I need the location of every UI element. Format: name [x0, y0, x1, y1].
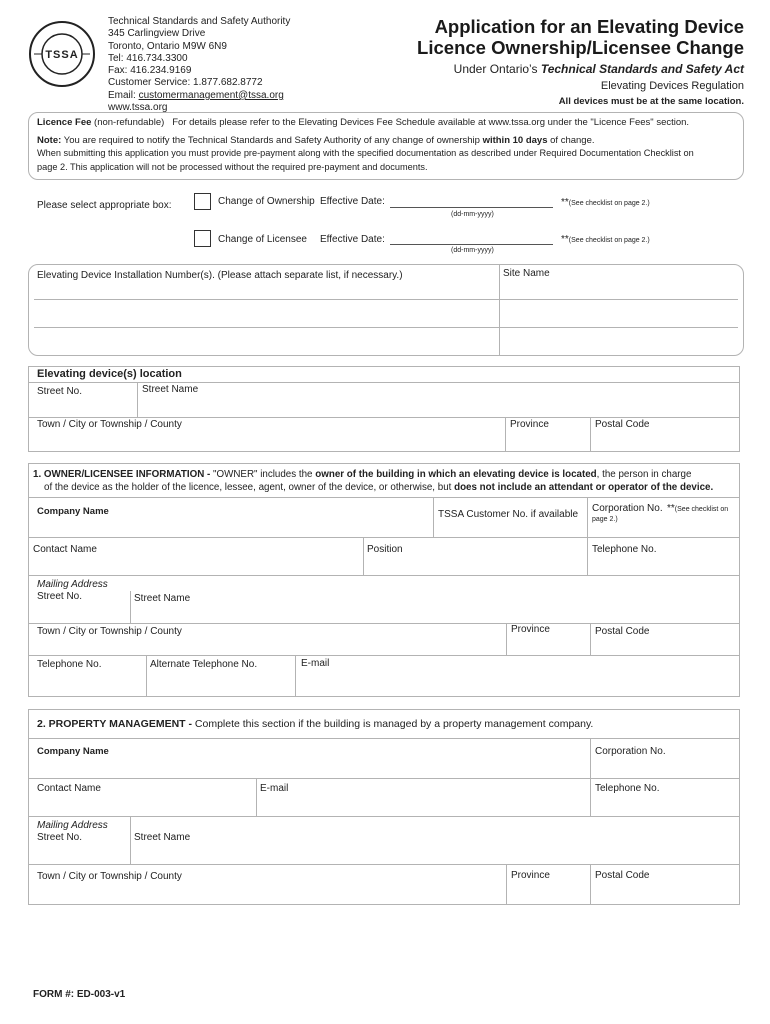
tel: Tel: 416.734.3300: [108, 52, 188, 64]
property-contact-name[interactable]: Contact Name: [37, 783, 101, 794]
owner-company-name[interactable]: Company Name: [37, 506, 109, 517]
property-street-no[interactable]: Street No.: [37, 832, 83, 843]
owner-divider-13: [146, 655, 147, 697]
same-location-note: All devices must be at the same location.: [558, 96, 744, 107]
property-title-rest: Complete this section if the building is managed by a property management company.: [194, 718, 594, 730]
owner-title: 1. OWNER/LICENSEE INFORMATION -: [33, 469, 213, 480]
checklist-mark-2: **: [561, 234, 569, 245]
change-licensee-label: Change of Licensee: [218, 234, 307, 245]
org-name: Technical Standards and Safety Authority: [108, 16, 291, 27]
effective-date-label-1: Effective Date:: [320, 196, 385, 207]
property-title: 2. PROPERTY MANAGEMENT -: [37, 718, 195, 730]
owner-mailing-address: Mailing Address: [37, 579, 108, 590]
owner-postal-code[interactable]: Postal Code: [595, 626, 650, 637]
change-ownership-checkbox[interactable]: [194, 193, 211, 210]
installation-row-2[interactable]: [34, 327, 738, 328]
location-street-name[interactable]: Street Name: [142, 384, 199, 395]
fee-line: [37, 117, 689, 128]
property-divider-5: [590, 778, 591, 816]
owner-divider-12: [28, 655, 740, 656]
owner-checklist-mark: **: [667, 503, 675, 514]
owner-street-name[interactable]: Street Name: [134, 593, 191, 604]
property-postal-code[interactable]: Postal Code: [595, 870, 650, 881]
submission-line3: page 2. This application will not be processed without the required pre-payment and documents.: [37, 162, 428, 172]
owner-divider-9: [28, 623, 740, 624]
page-title-line2: Licence Ownership/Licensee Change: [417, 37, 744, 58]
property-email[interactable]: E-mail: [260, 783, 289, 794]
owner-intro-rest: , the person in charge: [596, 469, 692, 480]
property-town[interactable]: Town / City or Township / County: [37, 871, 182, 882]
form-number: FORM #: ED-003-v1: [33, 989, 126, 1000]
owner-divider-10: [506, 623, 507, 655]
owner-intro-line1: [33, 469, 691, 480]
customer-service: Customer Service: 1.877.682.8772: [108, 77, 263, 89]
owner-line2: of the device as the holder of the licence, lessee, agent, owner of the device, or otherwise, but: [44, 482, 455, 493]
date-format-1: (dd-mm-yyyy): [451, 211, 494, 218]
location-street-no[interactable]: Street No.: [37, 386, 83, 397]
property-telephone-no[interactable]: Telephone No.: [595, 783, 660, 794]
property-street-name[interactable]: Street Name: [134, 832, 191, 843]
property-divider-3: [28, 778, 740, 779]
email-link[interactable]: customermanagement@tssa.org: [138, 89, 284, 101]
owner-checklist-note: [667, 503, 728, 514]
property-divider-10: [590, 864, 591, 905]
property-company-name[interactable]: Company Name: [37, 746, 109, 757]
owner-town[interactable]: Town / City or Township / County: [37, 626, 182, 637]
page-title-line1: Application for an Elevating Device: [434, 16, 744, 37]
fee-label-suffix: (non-refundable): [91, 117, 165, 128]
owner-divider-7: [28, 575, 740, 576]
subtitle-prefix: Under Ontario’s: [453, 62, 541, 76]
location-divider-4: [505, 417, 506, 452]
checklist-text-2: (See checklist on page 2.): [568, 237, 650, 244]
owner-corporation-no[interactable]: Corporation No.: [592, 503, 663, 514]
owner-divider-2: [433, 497, 434, 537]
checklist-note-2: [561, 234, 650, 245]
address-line1: 345 Carlingview Drive: [108, 28, 206, 40]
regulation: Elevating Devices Regulation: [600, 80, 744, 92]
owner-divider-6: [587, 537, 588, 575]
owner-divider-11: [590, 623, 591, 655]
submission-line2: When submitting this application you must provide pre-payment along with the specified documentation as described under Required Documentation Checklist on: [37, 148, 694, 158]
location-divider-3: [28, 417, 740, 418]
website-link[interactable]: www.tssa.org: [108, 102, 168, 114]
location-divider-5: [590, 417, 591, 452]
property-divider-9: [506, 864, 507, 905]
location-province[interactable]: Province: [510, 419, 549, 430]
owner-province[interactable]: Province: [511, 624, 550, 635]
checklist-mark-1: **: [561, 197, 569, 208]
checklist-text-1: (See checklist on page 2.): [568, 200, 650, 207]
email-prefix: Email:: [108, 89, 139, 101]
subtitle-act: Technical Standards and Safety Act: [540, 62, 744, 76]
owner-intro-bold: owner of the building in which an elevating device is located: [315, 469, 597, 480]
effective-date-field-2[interactable]: [390, 244, 553, 245]
owner-line2-bold: does not include an attendant or operator of the device.: [454, 482, 714, 493]
owner-divider-4: [28, 537, 740, 538]
address-line2: Toronto, Ontario M9W 6N9: [108, 40, 227, 52]
property-title-line: [37, 718, 593, 730]
owner-email[interactable]: E-mail: [301, 658, 330, 669]
property-divider-1: [28, 738, 740, 739]
property-corporation-no[interactable]: Corporation No.: [595, 746, 666, 757]
note-bold: within 10 days: [482, 135, 548, 146]
location-town[interactable]: Town / City or Township / County: [37, 419, 182, 430]
location-postal-code[interactable]: Postal Code: [595, 419, 650, 430]
date-format-2: (dd-mm-yyyy): [451, 247, 494, 254]
org-address-block: [108, 16, 290, 114]
location-divider-2: [137, 382, 138, 417]
location-title: Elevating device(s) location: [37, 368, 182, 380]
owner-telephone-no[interactable]: Telephone No.: [592, 544, 657, 555]
change-licensee-checkbox[interactable]: [194, 230, 211, 247]
site-name-label: Site Name: [503, 268, 550, 279]
owner-divider-5: [363, 537, 364, 575]
owner-intro-line2: [44, 482, 713, 493]
owner-intro: "OWNER" includes the: [212, 469, 316, 480]
note-line: [37, 135, 595, 146]
owner-street-no[interactable]: Street No.: [37, 591, 83, 602]
owner-box: [28, 463, 740, 697]
owner-alt-telephone[interactable]: Alternate Telephone No.: [150, 659, 258, 670]
owner-checklist-a: (See checklist on: [674, 506, 729, 513]
email-line: [108, 90, 290, 102]
checklist-note-1: [561, 197, 650, 208]
owner-telephone-no2[interactable]: Telephone No.: [37, 659, 102, 670]
installation-divider: [499, 264, 500, 356]
tssa-logo: [28, 20, 96, 88]
owner-divider-8: [130, 591, 131, 623]
owner-tssa-customer-no[interactable]: TSSA Customer No. if available: [438, 509, 579, 520]
note-text: You are required to notify the Technical Standards and Safety Authority of any change of ownership: [61, 135, 483, 146]
location-divider-1: [28, 382, 740, 383]
owner-position[interactable]: Position: [367, 544, 403, 555]
property-divider-6: [28, 816, 740, 817]
property-divider-2: [590, 738, 591, 778]
installation-numbers-label: Elevating Device Installation Number(s). (Please attach separate list, if necessary.): [37, 270, 403, 281]
change-ownership-label: Change of Ownership: [218, 196, 315, 207]
effective-date-field-1[interactable]: [390, 207, 553, 208]
note-label: Note:: [37, 135, 62, 146]
property-divider-7: [130, 816, 131, 864]
owner-divider-14: [295, 655, 296, 697]
fee-details: For details please refer to the Elevating Devices Fee Schedule available at www.tssa.org under the "Licence Fees" section.: [172, 117, 690, 128]
property-divider-8: [28, 864, 740, 865]
property-province[interactable]: Province: [511, 870, 550, 881]
owner-divider-3: [587, 497, 588, 537]
select-prompt: Please select appropriate box:: [37, 200, 172, 211]
logo-text: TSSA: [45, 49, 79, 61]
owner-checklist-b: page 2.): [592, 516, 618, 523]
note-end: of change.: [547, 135, 595, 146]
title-block: [417, 16, 744, 107]
owner-contact-name[interactable]: Contact Name: [33, 544, 97, 555]
fee-label: Licence Fee: [37, 117, 92, 128]
subtitle: [417, 62, 744, 76]
fax: Fax: 416.234.9169: [108, 65, 192, 77]
installation-row-1[interactable]: [34, 299, 738, 300]
property-divider-4: [256, 778, 257, 816]
effective-date-label-2: Effective Date:: [320, 234, 385, 245]
property-mailing-address: Mailing Address: [37, 820, 108, 831]
owner-divider-1: [28, 497, 740, 498]
